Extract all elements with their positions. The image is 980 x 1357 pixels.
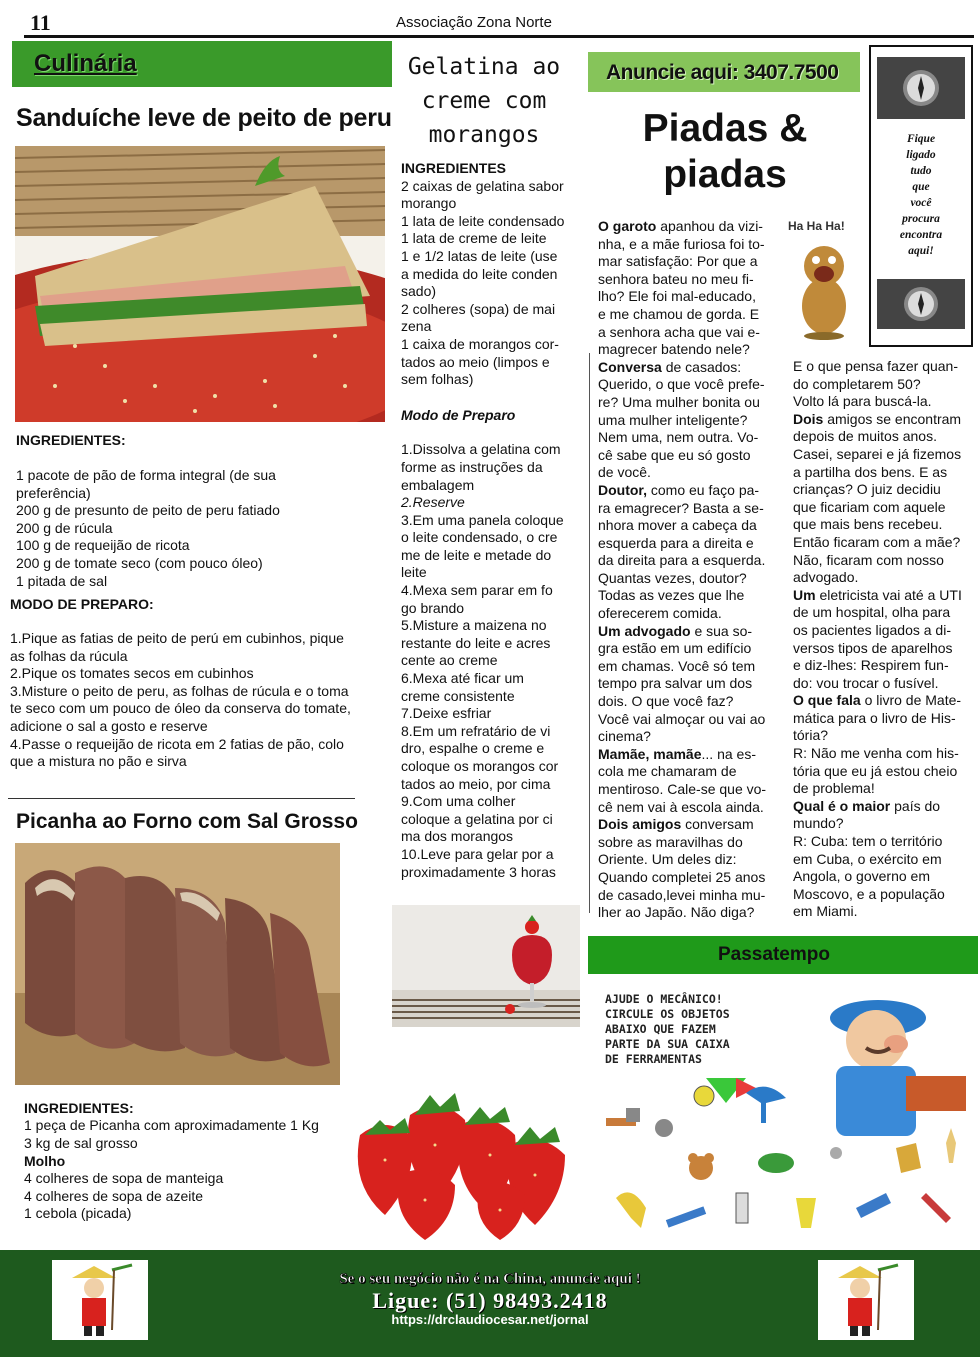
ad-box-text-body: Fique ligado tudo que você procura encontra aqui!: [899, 133, 943, 257]
ad-box[interactable]: [869, 45, 973, 347]
footer-phone[interactable]: Ligue: (51) 98493.2418: [372, 1288, 608, 1313]
puzzle-instructions: AJUDE O MECÂNICO! CIRCULE OS OBJETOS ABAIXO QUE FAZEM PARTE DA SUA CAIXA DE FERRAMENTAS: [605, 992, 730, 1066]
china-mascot-left-icon: [52, 1260, 148, 1340]
sandwich-photo: [15, 146, 385, 422]
gelatina-step2: 2.Reserve: [401, 494, 465, 511]
gelatina-photo: [392, 905, 580, 1027]
passatempo-label: Passatempo: [718, 944, 830, 965]
gelatina-title: Gelatina ao creme com morangos: [407, 54, 561, 148]
footer-url[interactable]: https://drclaudiocesar.net/jornal: [391, 1312, 589, 1327]
strawberries-photo: [340, 1075, 588, 1247]
publication-name: Associação Zona Norte: [396, 14, 552, 31]
picanha-molho: 4 colheres de sopa de manteiga 4 colheres de sopa de azeite 1 cebola (picada): [24, 1170, 224, 1222]
joke-5-lead: Mamãe, mamãe: [598, 745, 702, 762]
joke-4-body: e sua so- gra estão em um edifício em chamas. Você só tem tempo pra salvar um dos dois. O que você faz? Você vai almoçar ou vai ao cinema?: [598, 622, 766, 745]
china-mascot-right-icon: [818, 1260, 914, 1340]
joke-2-lead: Conversa: [598, 358, 662, 375]
haha-text: Ha Ha Ha!: [788, 219, 845, 233]
joke-8: [793, 587, 975, 693]
joke-8-lead: Um: [793, 586, 816, 603]
laughing-mascot: [786, 218, 862, 342]
joke-3: [598, 482, 778, 623]
footer-ad[interactable]: [0, 1250, 980, 1357]
gelatina-recipe: [401, 160, 573, 881]
sandwich-method-label: MODO DE PREPARO:: [10, 596, 154, 612]
joke-1-lead: O garoto: [598, 218, 657, 234]
picanha-photo: [15, 843, 340, 1085]
gelatina-step1: 1.Dissolva a gelatina com forme as instruções da embalagem: [401, 441, 561, 493]
joke-3-lead: Doutor,: [598, 481, 647, 498]
piadas-title: Piadas & piadas: [642, 107, 808, 196]
jokes-column-2: [793, 358, 975, 921]
joke-6-lead: Dois amigos: [598, 816, 682, 833]
page-number: 11: [30, 10, 51, 35]
joke-6-body: conversam sobre as maravilhas do Oriente. Um deles diz: Quando completei 25 anos de casado,levei minha mu- lher ao Japão. Não diga?: [598, 816, 766, 921]
gelatina-ingredients-label: INGREDIENTES: [401, 160, 507, 176]
joke-4-lead: Um advogado: [598, 622, 691, 639]
joke-2-body: de casados: Querido, o que você prefe- re? Uma mulher bonita ou uma mulher inteligente? Nem uma, nem outra. Vo- cê sabe que eu só gosto de você.: [598, 358, 765, 481]
joke-7-lead: Dois: [793, 410, 824, 427]
sandwich-ingredients-label: INGREDIENTES:: [16, 432, 126, 448]
ad-banner-label: Anuncie aqui: 3407.7500: [606, 61, 839, 84]
joke-5: [598, 746, 778, 816]
ad-compass-icon-bottom: [877, 279, 965, 329]
ad-box-text: [875, 131, 967, 259]
joke-10: [793, 798, 975, 921]
joke-7: [793, 411, 975, 587]
picanha-title: Picanha ao Forno com Sal Grosso: [16, 810, 358, 833]
gelatina-method-label: Modo de Preparo: [401, 406, 516, 423]
ad-banner[interactable]: [588, 52, 860, 92]
picanha-ingredients: 1 peça de Picanha com aproximadamente 1 Kg 3 kg de sal grosso: [24, 1117, 319, 1151]
joke-8-body: eletricista vai até a UTI de um hospital, olha para os pacientes ligados a di- versos tipos de aparelhos e diz-lhes: Respirem fun- do: vou trocar o fusível.: [793, 586, 962, 691]
joke-7-body: amigos se encontram depois de muitos anos. Casei, separei e já fizemos a partilha dos bens. E as crianças? O juiz decidiu que ficariam com aquele que mais bens recebeu. Então ficaram com a mãe? Não, ficaram com nosso advogado.: [793, 410, 962, 586]
gelatina-steps: 3.Em uma panela coloque o leite condensado, o cre me de leite e metade do leite 4.Mexa sem parar em fo go brando 5.Misture a maizena no restante do leite e acres cente ao creme 6.Mexa até ficar um creme consistente 7.Deixe esfriar 8.Em um refratário de vi dro, espalhe o creme e coloque os morangos cor tados ao meio, por cima 9.Com uma colher coloque a gelatina por ci ma dos morangos 10.Leve para gelar por a proximadamente 3 horas: [401, 511, 564, 880]
joke-6: [598, 816, 778, 922]
joke-4: [598, 623, 778, 746]
joke-9: [793, 692, 975, 798]
sandwich-ingredients: 1 pacote de pão de forma integral (de sua preferência) 200 g de presunto de peito de peru fatiado 200 g de rúcula 100 g de requeijão de ricota 200 g de tomate seco (com pouco óleo) 1 pitada de sal: [16, 467, 280, 589]
joke-9-lead: O que fala: [793, 692, 861, 709]
gelatina-ingredients: 2 caixas de gelatina sabor morango 1 lata de leite condensado 1 lata de creme de leite 1 e 1/2 latas de leite (use a medida do leite conden sado) 2 colheres (sopa) de mai zena 1 caixa de morangos cor- tados ao meio (limpos e sem folhas): [401, 177, 565, 388]
jokes-column-1: [598, 218, 778, 922]
joke-2: [598, 359, 778, 482]
footer-slogan: Se o seu negócio não é na China, anuncie aqui !: [339, 1271, 641, 1287]
culinaria-label: Culinária: [34, 50, 137, 77]
joke-1-body: apanhou da vizi- nha, e a mãe furiosa foi to- mar satisfação: Por que a senhora bateu no meu fi- lho? Ele foi mal-educado, e me chamou de gorda. E a senhora acha que vai e- magrecer batendo nele?: [598, 218, 765, 358]
sandwich-method: 1.Pique as fatias de peito de perú em cubinhos, pique as folhas da rúcula 2.Pique os tomates secos em cubinhos 3.Misture o peito de peru, as folhas de rúcula e o toma te seco com um pouco de óleo da conserva do tomate, adicione o sal a gosto e reserve 4.Passe o requeijão de ricota em 2 fatias de pão, colo que a mistura no pão e sirva: [10, 630, 351, 770]
joke-10-body: país do mundo? R: Cuba: tem o território em Cuba, o exército em Angola, o governo em Moscovo, e a população em Miami.: [793, 797, 945, 920]
picanha-ingredients-label: INGREDIENTES:: [24, 1100, 134, 1116]
joke-9-body: o livro de Mate- mática para o livro de His- tória? R: Não me venha com his- tória que eu já estou cheio de problema!: [793, 692, 962, 797]
passatempo-banner: [588, 936, 978, 974]
joke-6-continued: E o que pensa fazer quan- do completarem 50? Volto lá para buscá-la.: [793, 358, 959, 410]
joke-10-lead: Qual é o maior: [793, 797, 891, 814]
joke-5-body: ... na es- cola me chamaram de mentiroso. Cale-se que vo- cê nem vai à escola ainda.: [598, 745, 767, 815]
sandwich-title: Sanduíche leve de peito de peru: [16, 104, 392, 132]
column-rule: [589, 353, 590, 913]
culinaria-banner: [12, 41, 392, 87]
header-rule: [24, 35, 974, 38]
joke-1: [598, 218, 778, 359]
picanha-molho-label: Molho: [24, 1153, 66, 1169]
ad-compass-icon-top: [877, 57, 965, 119]
joke-3-body: como eu faço pa- ra emagrecer? Basta a se- nhora mover a cabeça da esquerda para a direita e da direita para a esquerda. Quantas vezes, doutor? Todas as vezes que lhe oferecerem comida.: [598, 481, 766, 622]
section-divider: [8, 798, 355, 799]
